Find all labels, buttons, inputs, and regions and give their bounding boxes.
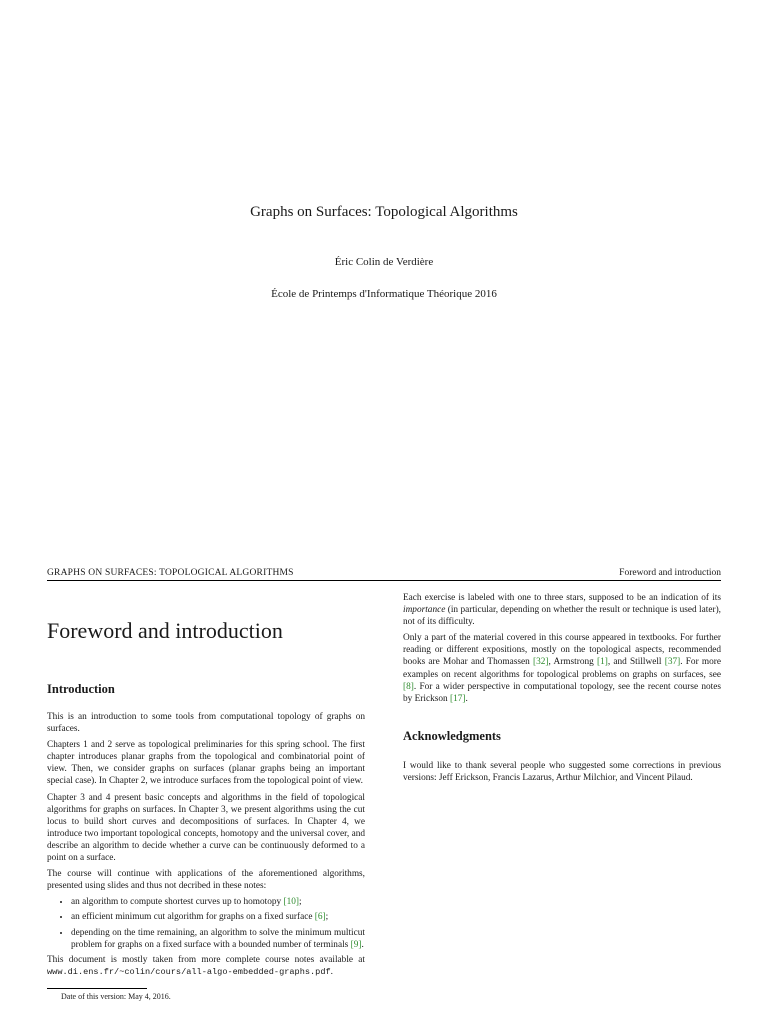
- paragraph-text: . For a wider perspective in computational topology, see the recent course notes by Erickson: [403, 681, 721, 704]
- footnote-rule: [47, 988, 147, 989]
- citation-link[interactable]: [17]: [450, 693, 466, 704]
- citation-link[interactable]: [6]: [314, 912, 326, 923]
- list-item: [71, 911, 365, 923]
- running-header-left: GRAPHS ON SURFACES: TOPOLOGICAL ALGORITHMS: [47, 568, 294, 578]
- acknowledgments-paragraph: I would like to thank several people who suggested some corrections in previous versions: Jeff Erickson, Francis Lazarus, Arthur Milchior, and Vincent Pilaud.: [403, 760, 721, 783]
- list-item-text: depending on the time remaining, an algorithm to solve the minimum multicut problem for graphs on a fixed surface with a bounded number of terminals: [71, 927, 365, 950]
- citation-link[interactable]: [8]: [403, 681, 414, 692]
- document-author: Éric Colin de Verdière: [334, 256, 434, 268]
- list-item: [71, 896, 365, 908]
- citation-link[interactable]: [1]: [597, 657, 608, 668]
- document-title: Graphs on Surfaces: Topological Algorithms: [250, 204, 518, 220]
- citation-link[interactable]: [37]: [664, 657, 681, 668]
- emphasis-text: importance: [403, 605, 446, 616]
- list-item-punct: ;: [325, 912, 329, 923]
- footnote: Date of this version: May 4, 2016.: [61, 991, 171, 1001]
- intro-paragraph-5: [47, 954, 365, 978]
- intro-paragraph-2: Chapters 1 and 2 serve as topological preliminaries for this spring school. The first chapter introduces planar graphs from the topological and combinatorial point of view. Then, we consider graphs on surfaces (planar graphs being an important special case). In Chapter 2, we introduce surfaces from the topological point of view.: [47, 740, 365, 787]
- paragraph-text: This document is mostly taken from more complete course notes available at: [47, 954, 365, 965]
- list-item: [71, 927, 365, 951]
- chapter-title: Foreword and introduction: [47, 618, 283, 643]
- paragraph-text: . For more examples on recent algorithms for topological problems on graphs on surfaces, see: [403, 657, 721, 680]
- exercise-stars-paragraph: [403, 592, 721, 628]
- intro-paragraph-1: This is an introduction to some tools from computational topology of graphs on surfaces.: [47, 712, 365, 735]
- paragraph-punct: .: [330, 966, 333, 977]
- applications-list: [47, 896, 365, 950]
- intro-paragraph-3: Chapter 3 and 4 present basic concepts and algorithms in the field of topological algorithms for graphs on surfaces. In Chapter 3, we present algorithms using the cut locus to build short curves and decompositions of surfaces. In Chapter 4, we introduce two important topological concepts, homotopy and the universal cover, and describe an algorithm to decide whether a curve can be continuously deformed to a point on a surface.: [47, 792, 365, 864]
- paragraph-text: Each exercise is labeled with one to three stars, supposed to be an indication of its: [403, 593, 721, 603]
- further-reading-paragraph: [403, 632, 721, 705]
- list-item-punct: ;: [299, 897, 302, 908]
- list-item-punct: .: [361, 939, 364, 950]
- paragraph-text: Only a part of the material covered in this course appeared in textbooks. For further reading or different expositions, mostly on the topological aspects, recommended books are Mohar and Thomassen: [403, 633, 721, 668]
- paragraph-text: (in particular, depending on whether the result or technique is used later), not of its difficulty.: [403, 605, 721, 628]
- running-header: [47, 568, 721, 581]
- left-column: [47, 592, 365, 1003]
- citation-link[interactable]: [10]: [283, 897, 300, 908]
- right-column: [403, 592, 721, 788]
- document-venue: École de Printemps d'Informatique Théorique 2016: [271, 288, 497, 300]
- paragraph-text: , and Stillwell: [607, 657, 665, 668]
- acknowledgments-heading: Acknowledgments: [403, 728, 501, 743]
- introduction-heading: Introduction: [47, 682, 115, 696]
- intro-paragraph-4: The course will continue with applications of the aforementioned algorithms, presented using slides and thus not decribed in these notes:: [47, 869, 365, 892]
- citation-link[interactable]: [9]: [350, 939, 362, 950]
- running-header-right: Foreword and introduction: [619, 568, 721, 578]
- course-notes-url-link[interactable]: www.di.ens.fr/~colin/cours/all-algo-embedded-graphs.pdf: [47, 966, 331, 977]
- citation-link[interactable]: [32]: [532, 657, 549, 668]
- paragraph-text: , Armstrong: [548, 657, 597, 668]
- list-item-text: an efficient minimum cut algorithm for graphs on a fixed surface: [71, 912, 315, 923]
- paragraph-punct: .: [465, 693, 468, 704]
- list-item-text: an algorithm to compute shortest curves up to homotopy: [71, 897, 284, 908]
